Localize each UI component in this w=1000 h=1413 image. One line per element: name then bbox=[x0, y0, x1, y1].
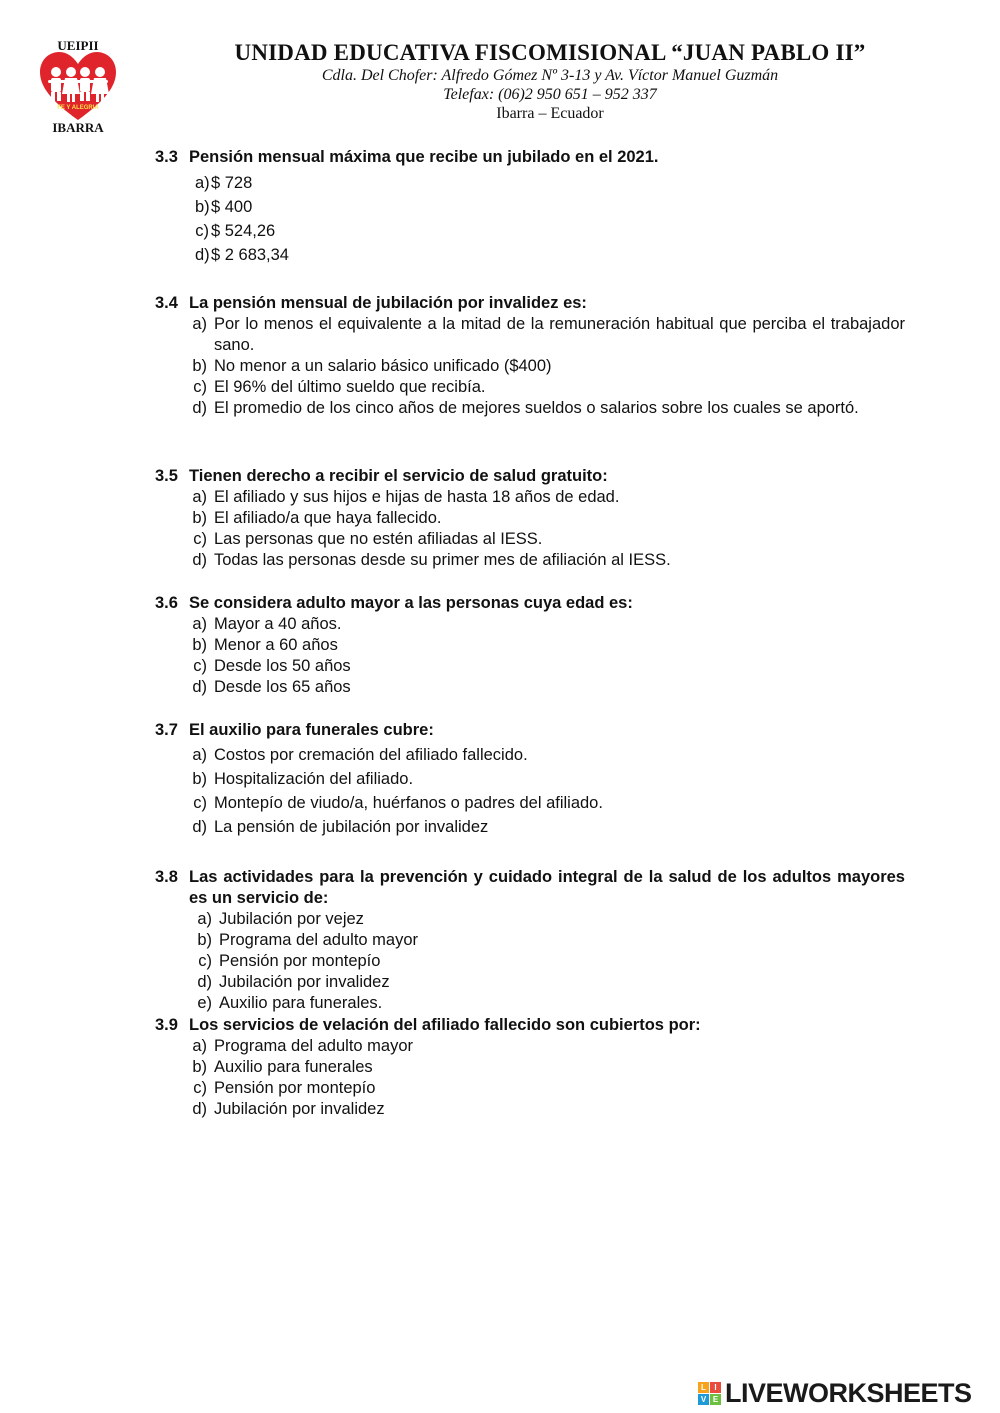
option-a bbox=[195, 171, 905, 195]
liveworksheets-logo-icon bbox=[698, 1382, 721, 1405]
option-text: Auxilio para funerales bbox=[214, 1058, 373, 1076]
option-text: Hospitalización del afiliado. bbox=[214, 770, 414, 788]
page-header bbox=[140, 40, 960, 123]
option-a bbox=[181, 1036, 905, 1057]
option-text: Todas las personas desde su primer mes de afiliación al IESS. bbox=[214, 551, 671, 569]
option-text: La pensión de jubilación por invalidez bbox=[214, 818, 489, 836]
option-text: Montepío de viudo/a, huérfanos o padres del afiliado. bbox=[214, 794, 603, 812]
option-text: El promedio de los cinco años de mejores sueldos o salarios sobre los cuales se aportó. bbox=[214, 399, 859, 417]
school-phone: Telefax: (06)2 950 651 – 952 337 bbox=[443, 86, 657, 103]
option-text: Pensión por montepío bbox=[219, 952, 381, 970]
question-text: Los servicios de velación del afiliado fallecido son cubiertos por: bbox=[189, 1016, 701, 1034]
option-b bbox=[181, 767, 905, 791]
option-letter: d) bbox=[192, 818, 207, 836]
question-number: 3.9 bbox=[155, 1016, 178, 1034]
option-a bbox=[181, 487, 905, 508]
brand-tile: E bbox=[710, 1394, 721, 1405]
question-3-7 bbox=[155, 720, 905, 839]
option-text: $ 728 bbox=[211, 174, 253, 192]
question-text: Se considera adulto mayor a las personas cuya edad es: bbox=[189, 594, 633, 612]
question-text: El auxilio para funerales cubre: bbox=[189, 721, 434, 739]
option-letter: c) bbox=[193, 1079, 207, 1097]
logo-motto: FE Y ALEGRIA bbox=[57, 105, 99, 111]
option-text: $ 2 683,34 bbox=[211, 246, 289, 264]
option-text: Jubilación por vejez bbox=[219, 910, 364, 928]
option-letter: c) bbox=[195, 222, 209, 240]
option-letter: b) bbox=[197, 931, 212, 949]
option-text: Auxilio para funerales. bbox=[219, 994, 383, 1012]
option-letter: b) bbox=[195, 198, 210, 216]
option-a bbox=[181, 314, 905, 356]
option-text: Menor a 60 años bbox=[214, 636, 338, 654]
option-text: Desde los 65 años bbox=[214, 678, 351, 696]
brand-tile: I bbox=[710, 1382, 721, 1393]
option-text: Por lo menos el equivalente a la mitad de la remuneración habitual que perciba el trabajador sano. bbox=[214, 315, 905, 354]
option-letter: b) bbox=[192, 509, 207, 527]
option-letter: d) bbox=[192, 1100, 207, 1118]
option-letter: c) bbox=[198, 952, 212, 970]
question-number: 3.4 bbox=[155, 294, 178, 312]
option-text: $ 400 bbox=[211, 198, 253, 216]
brand-text: LIVEWORKSHEETS bbox=[725, 1377, 972, 1408]
option-text: Costos por cremación del afiliado fallecido. bbox=[214, 746, 528, 764]
question-number: 3.3 bbox=[155, 148, 178, 166]
logo-top-text: UEIPII bbox=[57, 38, 99, 53]
option-c bbox=[187, 951, 905, 972]
option-d bbox=[187, 972, 905, 993]
question-text: La pensión mensual de jubilación por invalidez es: bbox=[189, 294, 587, 312]
question-title bbox=[155, 1015, 905, 1036]
brand-tile: V bbox=[698, 1394, 709, 1405]
option-letter: c) bbox=[193, 378, 207, 396]
option-letter: b) bbox=[192, 357, 207, 375]
question-3-4 bbox=[155, 293, 905, 419]
question-text: Pensión mensual máxima que recibe un jubilado en el 2021. bbox=[189, 148, 659, 166]
question-title bbox=[155, 720, 905, 741]
option-c bbox=[181, 377, 905, 398]
option-text: Desde los 50 años bbox=[214, 657, 351, 675]
option-b bbox=[181, 635, 905, 656]
school-address: Cdla. Del Chofer: Alfredo Gómez Nº 3-13 y Av. Víctor Manuel Guzmán bbox=[321, 67, 779, 84]
brand-tile: L bbox=[698, 1382, 709, 1393]
option-letter: c) bbox=[193, 530, 207, 548]
option-d bbox=[181, 398, 905, 419]
school-name: UNIDAD EDUCATIVA FISCOMISIONAL “JUAN PABLO II” bbox=[234, 40, 866, 65]
option-letter: c) bbox=[193, 657, 207, 675]
option-letter: a) bbox=[192, 615, 207, 633]
option-d bbox=[195, 243, 905, 267]
option-text: Programa del adulto mayor bbox=[214, 1037, 414, 1055]
liveworksheets-brand bbox=[698, 1378, 972, 1408]
option-b bbox=[181, 356, 905, 377]
question-3-5 bbox=[155, 466, 905, 571]
question-text: Tienen derecho a recibir el servicio de salud gratuito: bbox=[189, 467, 608, 485]
option-c bbox=[195, 219, 905, 243]
option-letter: a) bbox=[192, 315, 207, 333]
option-letter: d) bbox=[192, 399, 207, 417]
option-letter: d) bbox=[192, 551, 207, 569]
option-d bbox=[181, 550, 905, 571]
option-letter: a) bbox=[192, 488, 207, 506]
option-letter: a) bbox=[197, 910, 212, 928]
question-title bbox=[155, 466, 905, 487]
option-letter: a) bbox=[195, 174, 210, 192]
option-c bbox=[181, 529, 905, 550]
question-title bbox=[155, 867, 905, 909]
option-text: Las personas que no estén afiliadas al IESS. bbox=[214, 530, 543, 548]
option-text: Mayor a 40 años. bbox=[214, 615, 342, 633]
option-text: El afiliado y sus hijos e hijas de hasta 18 años de edad. bbox=[214, 488, 620, 506]
option-c bbox=[181, 656, 905, 677]
option-b bbox=[187, 930, 905, 951]
option-text: Programa del adulto mayor bbox=[219, 931, 419, 949]
option-letter: d) bbox=[195, 246, 210, 264]
question-3-6 bbox=[155, 593, 905, 698]
option-text: El 96% del último sueldo que recibía. bbox=[214, 378, 486, 396]
option-letter: c) bbox=[193, 794, 207, 812]
option-letter: a) bbox=[192, 746, 207, 764]
option-letter: b) bbox=[192, 1058, 207, 1076]
option-d bbox=[181, 677, 905, 698]
option-text: Pensión por montepío bbox=[214, 1079, 376, 1097]
option-letter: b) bbox=[192, 770, 207, 788]
option-text: $ 524,26 bbox=[211, 222, 276, 240]
option-e bbox=[187, 993, 905, 1014]
option-text: No menor a un salario básico unificado ($400) bbox=[214, 357, 552, 375]
option-d bbox=[181, 1099, 905, 1120]
option-c bbox=[181, 791, 905, 815]
option-letter: a) bbox=[192, 1037, 207, 1055]
logo-bottom-text: IBARRA bbox=[52, 120, 104, 135]
question-number: 3.8 bbox=[155, 868, 178, 886]
option-letter: e) bbox=[197, 994, 212, 1012]
option-b bbox=[181, 508, 905, 529]
question-number: 3.7 bbox=[155, 721, 178, 739]
option-b bbox=[195, 195, 905, 219]
question-number: 3.5 bbox=[155, 467, 178, 485]
option-text: El afiliado/a que haya fallecido. bbox=[214, 509, 442, 527]
option-a bbox=[187, 909, 905, 930]
question-number: 3.6 bbox=[155, 594, 178, 612]
question-3-8 bbox=[155, 867, 905, 1014]
question-3-9 bbox=[155, 1015, 905, 1120]
option-text: Jubilación por invalidez bbox=[219, 973, 390, 991]
option-d bbox=[181, 815, 905, 839]
option-text: Jubilación por invalidez bbox=[214, 1100, 385, 1118]
option-letter: d) bbox=[197, 973, 212, 991]
question-title bbox=[155, 593, 905, 614]
question-text: Las actividades para la prevención y cuidado integral de la salud de los adultos mayores es un servicio de: bbox=[189, 868, 905, 907]
option-b bbox=[181, 1057, 905, 1078]
heart-children-icon bbox=[40, 52, 116, 122]
school-logo bbox=[36, 38, 120, 136]
question-title bbox=[155, 293, 905, 314]
question-title bbox=[155, 147, 905, 168]
option-letter: b) bbox=[192, 636, 207, 654]
option-c bbox=[181, 1078, 905, 1099]
question-3-3 bbox=[155, 147, 905, 267]
school-city: Ibarra – Ecuador bbox=[496, 105, 604, 122]
option-a bbox=[181, 614, 905, 635]
option-a bbox=[181, 743, 905, 767]
option-letter: d) bbox=[192, 678, 207, 696]
